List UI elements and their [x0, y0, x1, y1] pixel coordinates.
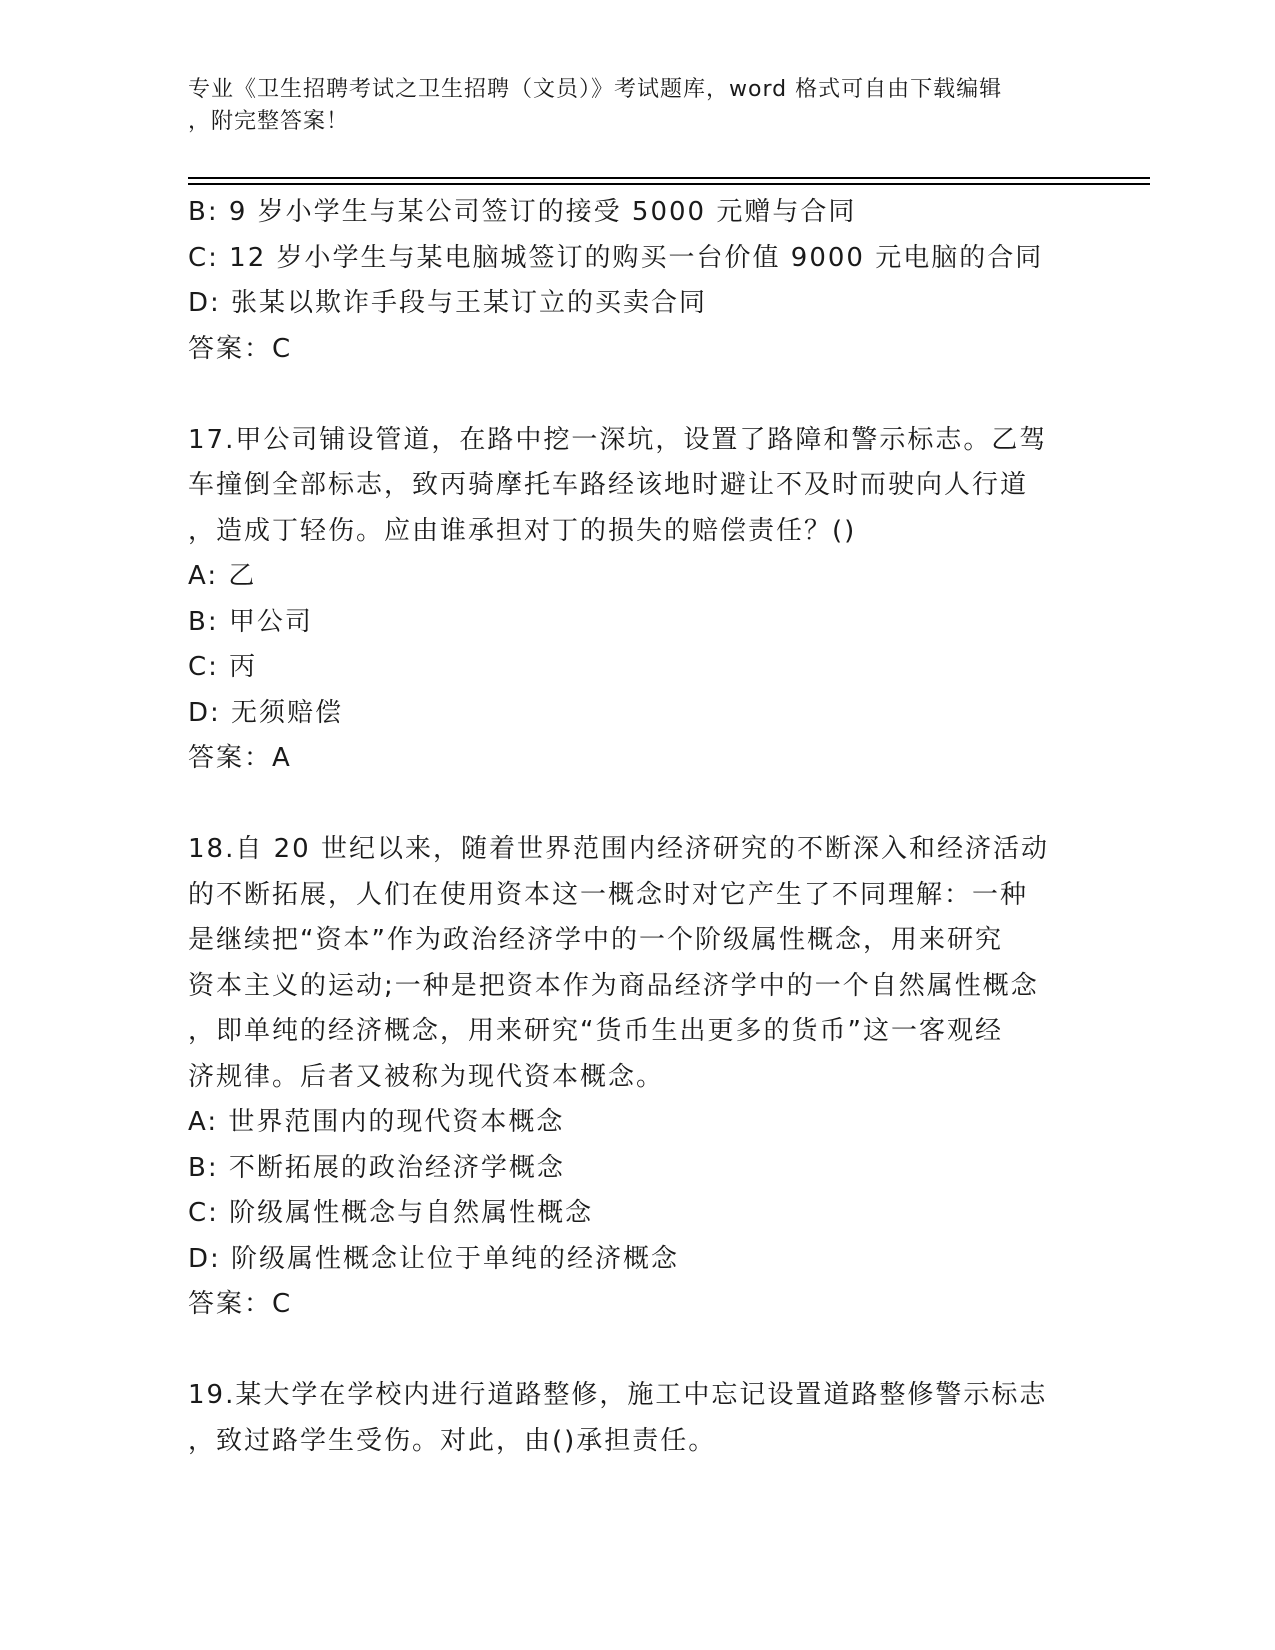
option-b: B: 9 岁小学生与某公司签订的接受 5000 元赠与合同 — [188, 197, 857, 227]
option-a: A: 世界范围内的现代资本概念 — [188, 1107, 565, 1137]
header-line-2: ，附完整答案！ — [188, 109, 350, 134]
spacer — [188, 1328, 1088, 1374]
question-content — [188, 190, 1088, 1464]
header-divider-thin — [188, 177, 1150, 179]
question-stem-line: ，造成丁轻伤。应由谁承担对丁的损失的赔偿责任？() — [188, 515, 857, 546]
option-c: C: 12 岁小学生与某电脑城签订的购买一台价值 9000 元电脑的合同 — [188, 242, 1044, 273]
document-header — [188, 74, 1088, 138]
question-stem-line: 是继续把“资本”作为政治经济学中的一个阶级属性概念，用来研究 — [188, 925, 1003, 955]
question-17 — [188, 418, 1088, 782]
question-stem-line: 资本主义的运动;一种是把资本作为商品经济学中的一个自然属性概念 — [188, 970, 1039, 1001]
prev-question — [188, 190, 1088, 372]
spacer — [188, 782, 1088, 828]
option-d: D: 张某以欺诈手段与王某订立的买卖合同 — [188, 288, 708, 318]
option-b: B: 甲公司 — [188, 606, 313, 637]
question-stem-line: ，即单纯的经济概念，用来研究“货币生出更多的货币”这一客观经 — [188, 1016, 1003, 1046]
question-18 — [188, 827, 1088, 1328]
question-stem-line: 19.某大学在学校内进行道路整修，施工中忘记设置道路整修警示标志 — [188, 1380, 1048, 1410]
question-stem-line: ，致过路学生受伤。对此，由()承担责任。 — [188, 1425, 717, 1456]
question-stem-line: 济规律。后者又被称为现代资本概念。 — [188, 1061, 665, 1092]
spacer — [188, 372, 1088, 418]
question-19 — [188, 1373, 1088, 1464]
option-d: D: 阶级属性概念让位于单纯的经济概念 — [188, 1243, 680, 1274]
question-stem-line: 车撞倒全部标志，致丙骑摩托车路经该地时避让不及时而驶向人行道 — [188, 470, 1029, 500]
question-stem-line: 18.自 20 世纪以来，随着世界范围内经济研究的不断深入和经济活动 — [188, 834, 1049, 864]
answer: 答案：C — [188, 333, 293, 364]
header-line-1: 专业《卫生招聘考试之卫生招聘（文员）》考试题库，word 格式可自由下载编辑 — [188, 77, 1003, 102]
option-b: B: 不断拓展的政治经济学概念 — [188, 1152, 565, 1183]
question-stem-line: 17.甲公司铺设管道，在路中挖一深坑，设置了路障和警示标志。乙驾 — [188, 424, 1048, 455]
header-divider-thick — [188, 183, 1150, 185]
option-a: A: 乙 — [188, 561, 257, 591]
option-c: C: 丙 — [188, 652, 258, 682]
answer: 答案：C — [188, 1289, 293, 1319]
option-d: D: 无须赔偿 — [188, 697, 344, 728]
answer: 答案：A — [188, 743, 292, 773]
question-stem-line: 的不断拓展，人们在使用资本这一概念时对它产生了不同理解：一种 — [188, 879, 1029, 910]
option-c: C: 阶级属性概念与自然属性概念 — [188, 1198, 594, 1228]
